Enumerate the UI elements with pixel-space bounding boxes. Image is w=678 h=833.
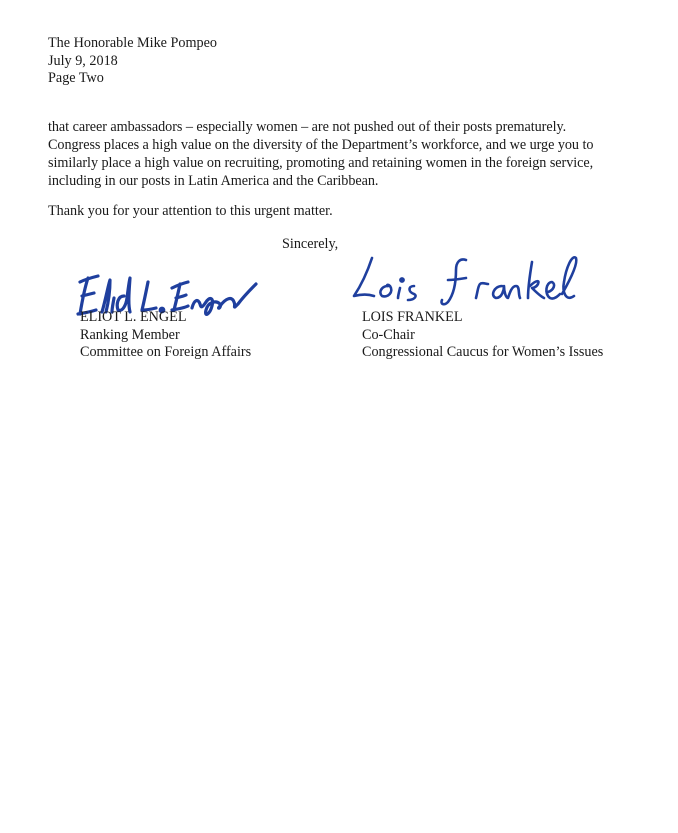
body-line: Congress places a high value on the diversity of the Department’s workforce, and we urge you to <box>48 137 594 153</box>
body-line: including in our posts in Latin America and the Caribbean. <box>48 173 379 189</box>
closing-salutation: Sincerely, <box>282 236 339 252</box>
frankel-signature <box>348 250 583 312</box>
signatory-title: Ranking Member <box>80 326 180 343</box>
letter-header <box>48 35 217 88</box>
page-label: Page Two <box>48 70 104 86</box>
signatory-title: Co-Chair <box>362 326 415 343</box>
body-line: that career ambassadors – especially women – are not pushed out of their posts prematurely. <box>48 119 567 135</box>
signatory-frankel <box>362 309 603 362</box>
signatory-committee: Committee on Foreign Affairs <box>80 344 252 360</box>
thanks-line: Thank you for your attention to this urgent matter. <box>48 203 333 219</box>
body-line: similarly place a high value on recruiting, promoting and retaining women in the foreign service, <box>48 155 594 171</box>
letter-body <box>48 118 648 190</box>
letter-date: July 9, 2018 <box>48 52 118 69</box>
signatory-engel <box>80 309 251 362</box>
signatory-committee: Congressional Caucus for Women’s Issues <box>362 344 604 360</box>
signatory-name: ELIOT L. ENGEL <box>80 309 187 325</box>
addressee: The Honorable Mike Pompeo <box>48 35 218 51</box>
signatory-name: LOIS FRANKEL <box>362 309 463 325</box>
